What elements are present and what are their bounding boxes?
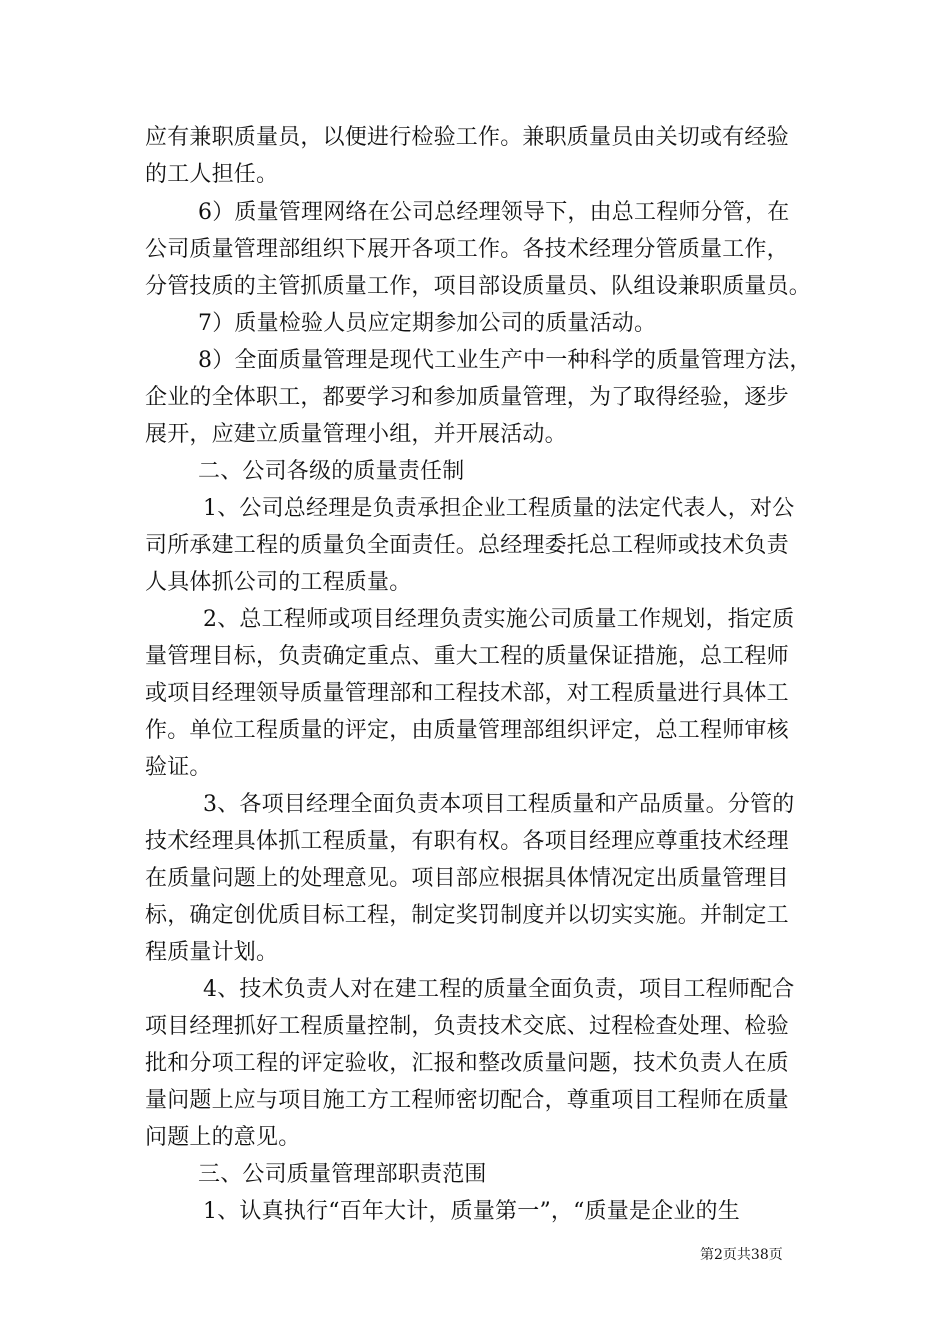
text-line: 量问题上应与项目施工方工程师密切配合，尊重项目工程师在质量 <box>145 1088 789 1113</box>
text-line: 6）质量管理网络在公司总经理领导下，由总工程师分管，在 <box>198 200 790 225</box>
text-line: 司所承建工程的质量负全面责任。总经理委托总工程师或技术负责 <box>145 533 789 558</box>
text-line: 作。单位工程质量的评定，由质量管理部组织评定，总工程师审核 <box>145 718 789 743</box>
text-line: 人具体抓公司的工程质量。 <box>145 570 412 595</box>
text-line: 项目经理抓好工程质量控制，负责技术交底、过程检查处理、检验 <box>145 1014 789 1039</box>
section-heading: 二、公司各级的质量责任制 <box>198 459 465 484</box>
text-line: 3、各项目经理全面负责本项目工程质量和产品质量。分管的 <box>203 792 795 817</box>
text-line: 4、技术负责人对在建工程的质量全面负责，项目工程师配合 <box>203 977 795 1002</box>
text-line: 企业的全体职工，都要学习和参加质量管理，为了取得经验，逐步 <box>145 385 789 410</box>
text-line: 量管理目标，负责确定重点、重大工程的质量保证措施，总工程师 <box>145 644 789 669</box>
text-line: 或项目经理领导质量管理部和工程技术部，对工程质量进行具体工 <box>145 681 789 706</box>
text-line: 技术经理具体抓工程质量，有职有权。各项目经理应尊重技术经理 <box>145 829 789 854</box>
text-line: 标，确定创优质目标工程，制定奖罚制度并以切实实施。并制定工 <box>145 903 789 928</box>
text-line: 展开，应建立质量管理小组，并开展活动。 <box>145 422 567 447</box>
text-line: 2、总工程师或项目经理负责实施公司质量工作规划，指定质 <box>203 607 795 632</box>
text-line: 7）质量检验人员应定期参加公司的质量活动。 <box>198 311 657 336</box>
text-line: 8）全面质量管理是现代工业生产中一种科学的质量管理方法， <box>198 348 812 373</box>
text-line: 问题上的意见。 <box>145 1125 301 1150</box>
page-number-footer: 第2页共38页 <box>700 1247 783 1263</box>
text-line: 批和分项工程的评定验收，汇报和整改质量问题，技术负责人在质 <box>145 1051 789 1076</box>
text-line: 1、认真执行“百年大计，质量第一”，“质量是企业的生 <box>203 1199 740 1224</box>
text-line: 应有兼职质量员，以便进行检验工作。兼职质量员由关切或有经验 <box>145 125 789 150</box>
text-line: 1、公司总经理是负责承担企业工程质量的法定代表人，对公 <box>203 496 795 521</box>
text-line: 程质量计划。 <box>145 940 279 965</box>
text-line: 公司质量管理部组织下展开各项工作。各技术经理分管质量工作， <box>145 237 789 262</box>
text-line: 分管技质的主管抓质量工作，项目部设质量员、队组设兼职质量员。 <box>145 274 812 299</box>
text-line: 的工人担任。 <box>145 162 279 187</box>
section-heading: 三、公司质量管理部职责范围 <box>198 1162 487 1187</box>
text-line: 在质量问题上的处理意见。项目部应根据具体情况定出质量管理目 <box>145 866 789 891</box>
text-line: 验证。 <box>145 755 212 780</box>
